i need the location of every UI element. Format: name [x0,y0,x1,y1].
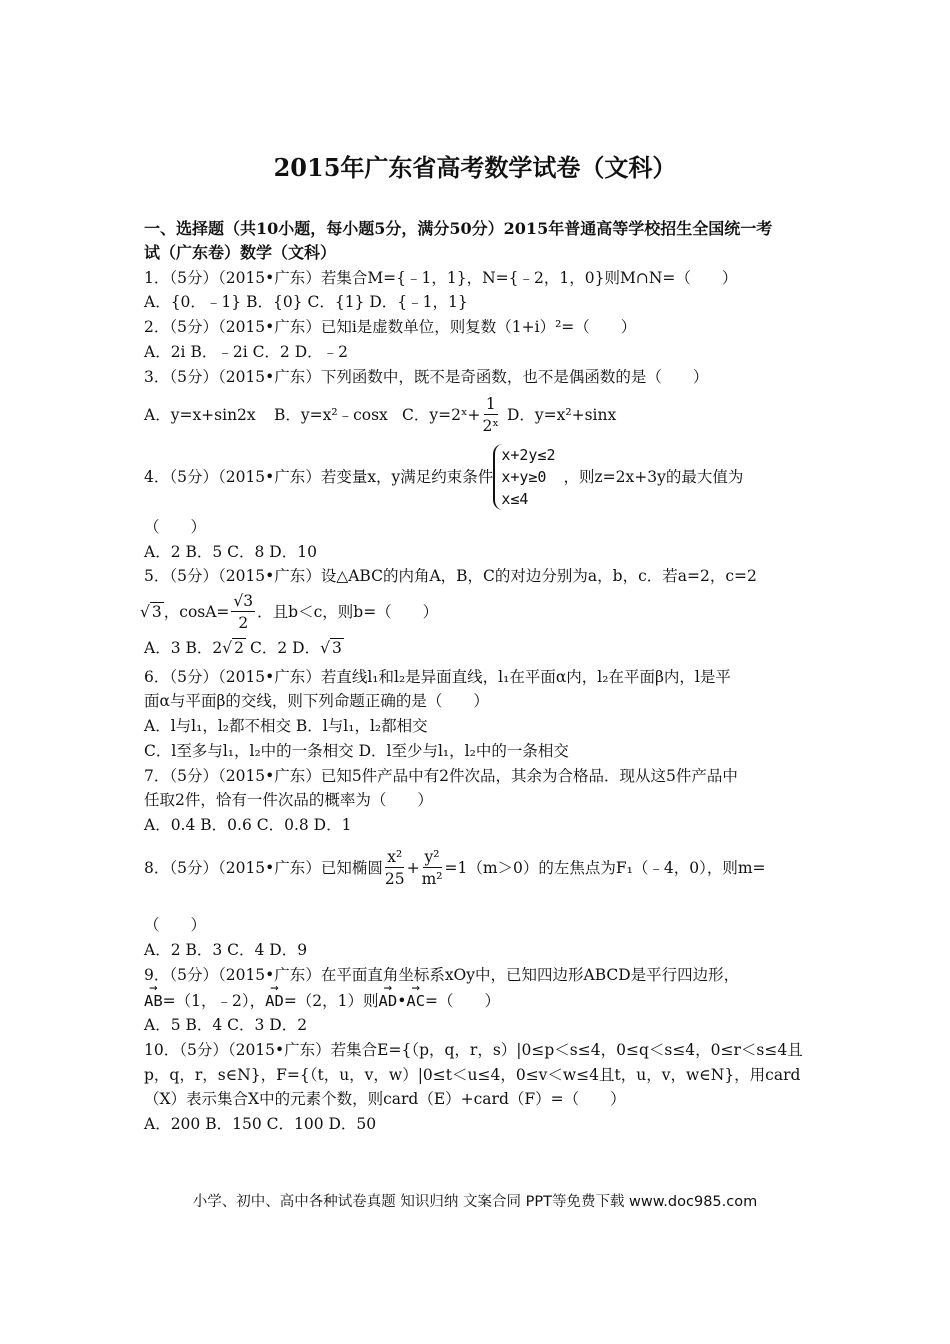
q6-options-line2: C．l至多与l₁，l₂中的一条相交 D．l至少与l₁，l₂中的一条相交 [144,742,569,760]
q1-options: A．{0．﹣1} B．{0} C．{1} D．{﹣1，1} [144,293,468,311]
q9-vector-ad-2: → AD [379,990,398,1012]
q3-frac-num: 1 [485,394,496,413]
q6-options-line1: A．l与l₁，l₂都不相交 B．l与l₁，l₂都相交 [144,717,428,735]
q7-stem-line1: 7．（5分）（2015•广东）已知5件产品中有2件次品，其余为合格品．现从这5件产品中 [144,767,738,785]
q5-option-ab: A．3 B．2 [144,639,223,657]
q2-stem: 2．（5分）（2015•广东）已知i是虚数单位，则复数（1+i）²=（ ） [144,318,637,336]
q9-eq3: =（ ） [425,992,501,1010]
q5-option-cd: C．2 D． [250,639,321,657]
q9-stem-line2 [144,990,809,1012]
q4-constraint-system [493,444,555,510]
q8-options: A．2 B．3 C．4 D．9 [144,941,308,959]
q10-stem-line1: 10．（5分）（2015•广东）若集合E={（p，q，r，s）|0≤p＜s≤4，0≤q＜s≤4，0≤r＜s≤4且 [144,1041,803,1059]
q8-plus: + [406,859,420,877]
q8-blank: （ ） [144,916,207,934]
q3-stem: 3．（5分）（2015•广东）下列函数中，既不是奇函数，也不是偶函数的是（ ） [144,368,709,386]
q10-stem-line2: p，q，r，s∈N}，F={（t，u，v，w）|0≤t＜u≤4，0≤v＜w≤4且t，u，v，w∈N}，用card [144,1066,801,1084]
q5-sqrt3: √ 3 [140,603,162,621]
q5-options [144,637,809,659]
q10-options: A．200 B．150 C．100 D．50 [144,1115,377,1133]
q4-stem [144,440,809,514]
q5-cos-fraction [231,591,255,634]
page-title: 2015年广东省高考数学试卷（文科） [273,153,677,182]
section-heading-line2: 试（广东卷）数学（文科） [144,243,337,262]
q9-stem-line1: 9．（5分）（2015•广东）在平面直角坐标系xOy中，已知四边形ABCD是平行四边形， [144,966,740,984]
q5-frac-den: 2 [238,613,249,632]
q5-stem-line2 [140,590,805,634]
q5-stem-line1: 5．（5分）（2015•广东）设△ABC的内角A，B，C的对边分别为a，b，c．若a=2，c=2 [144,567,757,585]
q8-frac-x-num: x² [387,847,403,866]
q2-options: A．2i B．﹣2i C．2 D．﹣2 [144,343,349,361]
q6-stem-line1: 6．（5分）（2015•广东）若直线l₁和l₂是异面直线，l₁在平面α内，l₂在平面β内，l是平 [144,668,731,686]
q9-eq2: =（2，1）则 [283,992,379,1010]
q8-stem-prefix: 8．（5分）（2015•广东）已知椭圆 [144,859,383,877]
q3-option-b: B．y=x²﹣cosx [274,406,388,424]
q4-constraint: x≤4 [501,490,529,508]
q4-stem-suffix: ，则z=2x+3y的最大值为 [563,468,744,486]
q10-stem-line3: （X）表示集合X中的元素个数，则card（E）+card（F）=（ ） [144,1090,626,1108]
q8-fraction-y [422,847,443,890]
q5-mid: ，cosA= [163,603,230,621]
q5-option-b-sqrt: √ 2 [222,639,244,657]
q9-options: A．5 B．4 C．3 D．2 [144,1016,308,1034]
q3-option-a: A．y=x+sin2x [144,406,256,424]
q9-eq1: =（1，﹣2）， [162,992,266,1010]
q4-constraint: x+2y≤2 [501,446,556,464]
q8-frac-y-num: y² [424,847,440,866]
footer-watermark-text: 小学、初中、高中各种试卷真题 知识归纳 文案合同 PPT等免费下载 www.doc985.com [192,1194,758,1210]
q4-constraint: x+y≥0 [501,468,547,486]
q7-stem-line2: 任取2件，恰有一件次品的概率为（ ） [144,791,433,809]
q4-stem-prefix: 4．（5分）（2015•广东）若变量x，y满足约束条件 [144,468,494,486]
q7-options: A．0.4 B．0.6 C．0.8 D．1 [144,816,352,834]
q3-frac-den: 2ˣ [482,416,499,435]
q3-option-d: D．y=x²+sinx [506,406,617,424]
q8-stem-suffix: =1（m＞0）的左焦点为F₁（﹣4，0），则m= [444,859,766,877]
q9-dot: • [397,992,407,1010]
q5-option-d-sqrt: √ 3 [320,639,342,657]
q9-vector-ad: → AD [265,990,284,1012]
q8-frac-x-den: 25 [384,869,405,888]
q8-frac-y-den: m² [421,869,443,888]
q9-vector-ac: → AC [406,990,425,1012]
q3-options [144,392,809,438]
q5-tail: ．且b＜c，则b=（ ） [257,603,439,621]
section-heading-line1: 一、选择题（共10小题，每小题5分，满分50分）2015年普通高等学校招生全国统一考 [144,219,773,238]
q3-option-c-prefix: C．y=2ˣ+ [402,406,481,424]
q4-options: A．2 B．5 C．8 D．10 [144,543,317,561]
q9-vector-ab: → AB [144,990,163,1012]
q6-stem-line2: 面α与平面β的交线，则下列命题正确的是（ ） [144,692,489,710]
q3-option-c-fraction [483,394,499,437]
q4-blank: （ ） [144,518,207,536]
q5-frac-num: √3 [233,591,254,610]
q1-stem: 1．（5分）（2015•广东）若集合M={﹣1，1}，N={﹣2，1，0}则M∩N=（ ） [144,269,738,287]
q8-fraction-x [385,847,405,890]
q8-stem [144,842,809,894]
